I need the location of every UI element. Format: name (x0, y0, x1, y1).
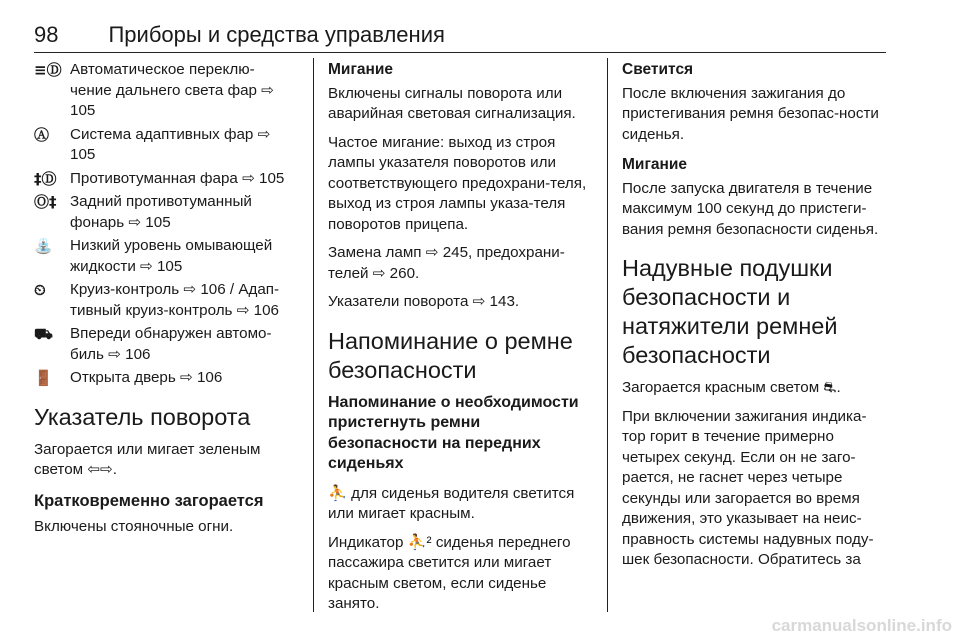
vehicle-ahead-icon: ⛟ (34, 325, 53, 343)
subheading-blinking: Мигание (622, 156, 688, 173)
column-1 (34, 60, 296, 546)
indicator-text: Автоматическое переклю-чение дальнего света фар ⇨ 105 (70, 61, 274, 119)
indicator-row (34, 236, 296, 277)
front-fog-light-icon: ‡Ⓓ (34, 169, 57, 188)
section-heading-airbags: Надувные подушки безопасности и натяжители ремней безопасности (622, 255, 838, 368)
turn-signal-ref-text: Указатели поворота ⇨ 143. (328, 293, 520, 310)
driver-seatbelt-text (328, 483, 590, 525)
driver-seatbelt-desc: для сиденья водителя светится или мигает красным. (328, 484, 575, 522)
fast-blink-text: Частое мигание: выход из строя лампы указателя поворотов или соответствующего предохрани-теля, выход из строя лампы указа-теля поворотов прицепа. (328, 133, 587, 233)
column-3 (622, 60, 886, 579)
indicator-text: Впереди обнаружен автомо-биль ⇨ 106 (70, 325, 272, 363)
subheading-blinking: Мигание (328, 61, 394, 78)
auto-high-beam-icon: ≡Ⓓ (34, 61, 62, 79)
airbag-lit-text: Загорается красным светом ⛐. (622, 379, 841, 396)
indicator-row (34, 125, 296, 166)
indicator-row (34, 280, 296, 321)
lit-text: После включения зажигания до пристегивания ремня безопас-ности сиденья. (622, 84, 879, 143)
indicator-row (34, 60, 296, 122)
bulb-replace-text: Замена ламп ⇨ 245, предохрани-телей ⇨ 260. (328, 244, 565, 282)
cruise-control-icon: ⏲ (34, 281, 46, 299)
indicator-text: Круиз-контроль ⇨ 106 / Адап-тивный круиз-контроль ⇨ 106 (70, 281, 280, 319)
turn-signal-text: Загорается или мигает зеленым светом ⇦⇨. (34, 440, 261, 478)
adaptive-headlights-icon: Ⓐ (34, 125, 50, 144)
watermark: carmanualsonline.info (771, 616, 952, 635)
indicator-text: Открыта дверь ⇨ 106 (70, 369, 223, 386)
blink-text: Включены сигналы поворота или аварийная световая сигнализация. (328, 84, 576, 122)
subheading-brief-lit: Кратковременно загорается (34, 491, 264, 510)
section-heading-turn-signal: Указатель поворота (34, 403, 251, 430)
seatbelt-driver-icon: ⛹ (328, 483, 347, 502)
indicator-row (34, 169, 296, 190)
washer-fluid-icon: ⛲ (34, 237, 53, 255)
parking-lights-text: Включены стояночные огни. (34, 518, 234, 535)
blink-text: После запуска двигателя в течение максимум 100 секунд до пристеги-вания ремня безопасности сиденья. (622, 179, 879, 238)
indicator-text: Низкий уровень омывающей жидкости ⇨ 105 (70, 237, 273, 275)
column-divider (607, 58, 608, 612)
page-title: Приборы и средства управления (108, 22, 445, 47)
door-open-icon: 🚪 (34, 369, 53, 387)
indicator-row (34, 368, 296, 389)
column-2 (328, 60, 590, 623)
indicator-row (34, 324, 296, 365)
indicator-row (34, 192, 296, 233)
column-divider (313, 58, 314, 612)
indicator-text: Система адаптивных фар ⇨ 105 (70, 125, 271, 163)
subheading-seatbelt-reminder: Напоминание о необходимости пристегнуть ремни безопасности на передних сиденьях (328, 393, 579, 472)
indicator-text: Противотуманная фара ⇨ 105 (70, 169, 285, 187)
indicator-text: Задний противотуманный фонарь ⇨ 105 (70, 193, 252, 231)
rear-fog-light-icon: Ⓞ‡ (34, 193, 57, 211)
passenger-seatbelt-text: Индикатор ⛹² сиденья переднего пассажира светится или мигает красным светом, если сиденье занято. (328, 533, 571, 612)
section-heading-seatbelt: Напоминание о ремне безопасности (328, 327, 573, 383)
page-header (34, 22, 886, 53)
airbag-text: При включении зажигания индика-тор горит в течение примерно четырех секунд. Если он не заго-рается, не гаснет через четыре секунды или загорается во время движения, это указывает на неис-правность системы надувных поду-шек безопасности. Обратитесь за (622, 407, 874, 568)
page-number: 98 (34, 22, 59, 47)
subheading-lit: Светится (622, 61, 694, 78)
